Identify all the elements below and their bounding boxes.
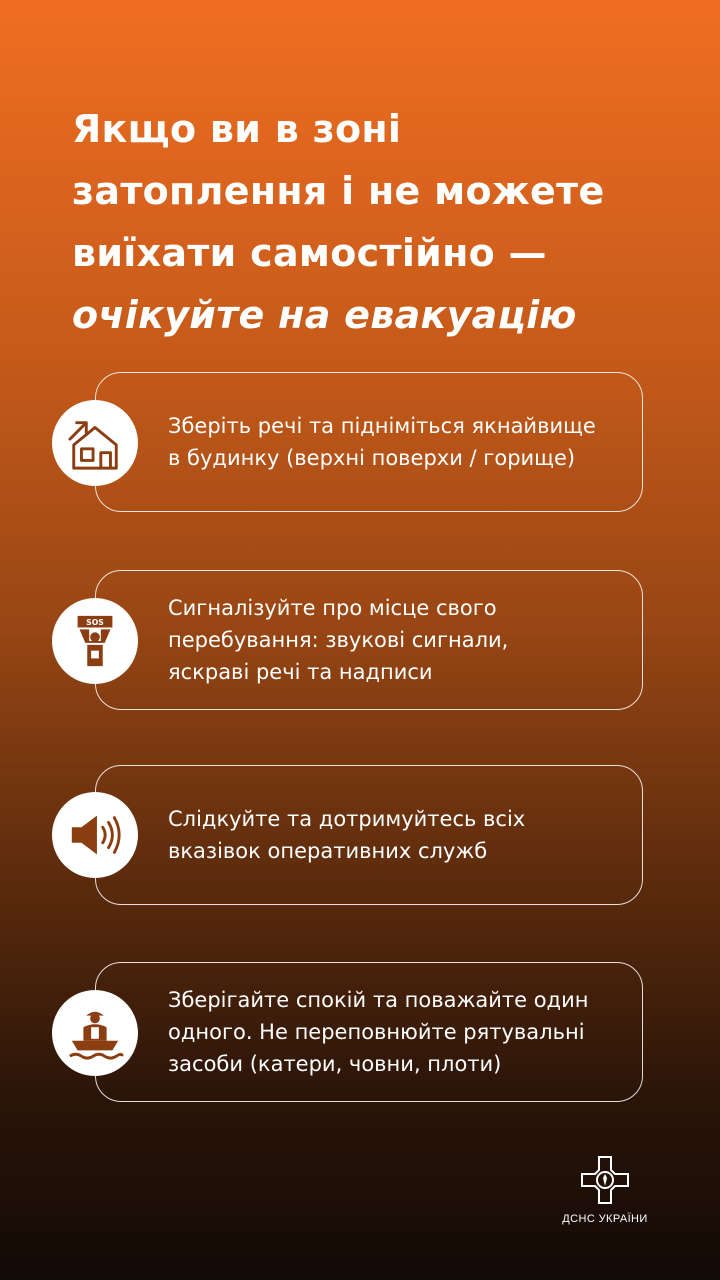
svg-text:SOS: SOS (86, 618, 104, 628)
tip-4-line-2: одного. Не переповнюйте рятувальні (168, 1020, 585, 1044)
headline-line-1: Якщо ви в зоні (72, 107, 402, 151)
headline (72, 98, 672, 346)
headline-line-2: затоплення і не можете (72, 169, 605, 213)
tip-2-line-1: Сигналізуйте про місце свого (168, 596, 497, 620)
tip-card-3 (95, 765, 643, 905)
tip-1-line-2: в будинку (верхні поверхи / горище) (168, 446, 576, 470)
tip-text-2 (168, 592, 622, 688)
tip-text-4 (168, 984, 622, 1080)
tip-card-1 (95, 372, 643, 512)
dsns-logo (560, 1155, 650, 1225)
house-up-arrow-icon (52, 400, 138, 486)
tip-text-1 (168, 410, 622, 474)
logo-text: ДСНС УКРАЇНИ (562, 1213, 648, 1225)
tip-4-line-3: засоби (катери, човни, плоти) (168, 1052, 502, 1076)
tip-3-line-1: Слідкуйте та дотримуйтесь всіх (168, 807, 526, 831)
headline-emphasis: очікуйте на евакуацію (72, 293, 577, 337)
tip-2-line-3: яскраві речі та надписи (168, 660, 433, 684)
tip-4-line-1: Зберігайте спокій та поважайте один (168, 988, 589, 1012)
speaker-icon (52, 792, 138, 878)
tip-card-4 (95, 962, 643, 1102)
tip-1-line-1: Зберіть речі та підніміться якнайвище (168, 414, 596, 438)
headline-line-3: виїхати самостійно — (72, 231, 547, 275)
sos-signal-icon (52, 598, 138, 684)
tip-2-line-2: перебування: звукові сигнали, (168, 628, 509, 652)
tip-card-2 (95, 570, 643, 710)
tip-text-3 (168, 803, 622, 867)
rescue-boat-icon (52, 990, 138, 1076)
emblem-icon (580, 1155, 630, 1205)
tip-3-line-2: вказівок оперативних служб (168, 839, 488, 863)
